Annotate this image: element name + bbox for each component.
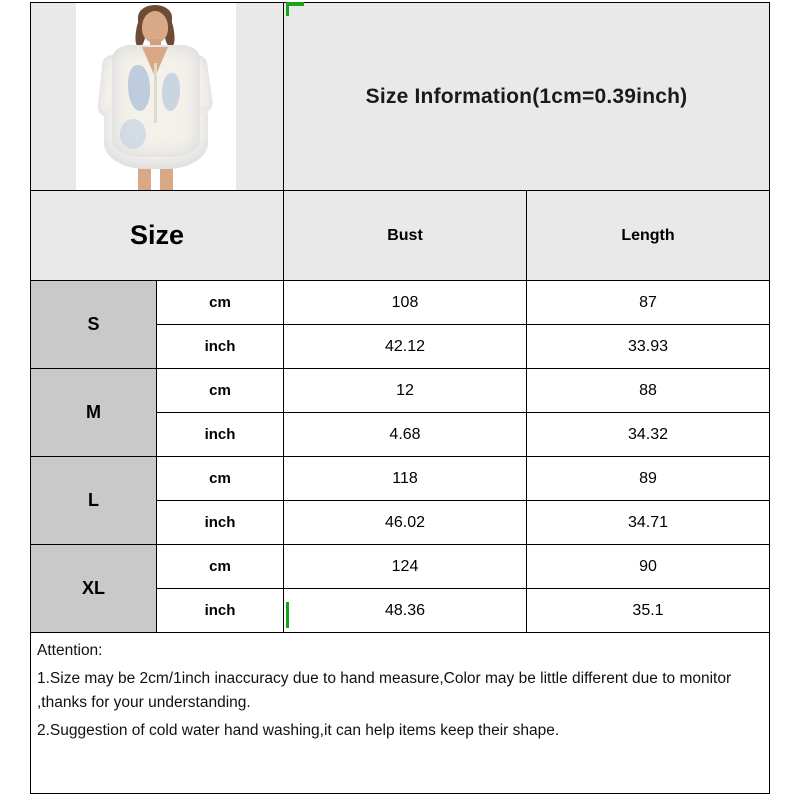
- attention-line-2: 2.Suggestion of cold water hand washing,it can help items keep their shape.: [37, 722, 560, 740]
- size-label-m: M: [31, 369, 157, 456]
- page-title: Size Information(1cm=0.39inch): [365, 84, 688, 108]
- column-header-size: Size: [31, 191, 284, 280]
- bust-value: 12: [284, 369, 527, 412]
- size-chart-document: [30, 2, 770, 794]
- unit-label: inch: [157, 589, 284, 632]
- registration-mark-top: [288, 2, 304, 6]
- size-label-s: S: [31, 281, 157, 368]
- size-label-l: L: [31, 457, 157, 544]
- registration-mark-left: [286, 2, 289, 16]
- product-photo: [76, 3, 236, 190]
- length-value: 89: [527, 457, 769, 500]
- length-value: 90: [527, 545, 769, 588]
- bust-value: 48.36: [284, 589, 527, 632]
- unit-label: inch: [157, 325, 284, 368]
- bust-value: 124: [284, 545, 527, 588]
- length-value: 87: [527, 281, 769, 324]
- unit-label: cm: [157, 369, 284, 412]
- size-information-title-cell: [284, 3, 769, 190]
- column-header-length: Length: [621, 226, 675, 244]
- attention-line-1: 1.Size may be 2cm/1inch inaccuracy due to hand measure,Color may be little different due to monitor ,thanks for your understanding.: [37, 670, 732, 712]
- table-row: [30, 456, 770, 544]
- bust-value: 46.02: [284, 501, 527, 544]
- unit-label: cm: [157, 545, 284, 588]
- column-header-row: [30, 190, 770, 280]
- length-value: 33.93: [527, 325, 769, 368]
- unit-label: cm: [157, 457, 284, 500]
- table-row: [30, 368, 770, 456]
- unit-label: inch: [157, 413, 284, 456]
- size-label-xl: XL: [31, 545, 157, 632]
- unit-label: cm: [157, 281, 284, 324]
- column-header-bust: Bust: [284, 191, 527, 280]
- length-value: 88: [527, 369, 769, 412]
- table-row: [30, 544, 770, 632]
- table-row: [30, 280, 770, 368]
- attention-block: [30, 632, 770, 794]
- product-image-cell: [31, 3, 284, 190]
- length-value: 34.71: [527, 501, 769, 544]
- bust-value: 118: [284, 457, 527, 500]
- length-value: 35.1: [527, 589, 769, 632]
- length-value: 34.32: [527, 413, 769, 456]
- bust-value: 108: [284, 281, 527, 324]
- chart-header-row: [30, 2, 770, 190]
- registration-mark-lower: [286, 602, 289, 628]
- attention-heading: Attention:: [37, 642, 103, 659]
- unit-label: inch: [157, 501, 284, 544]
- bust-value: 42.12: [284, 325, 527, 368]
- bust-value: 4.68: [284, 413, 527, 456]
